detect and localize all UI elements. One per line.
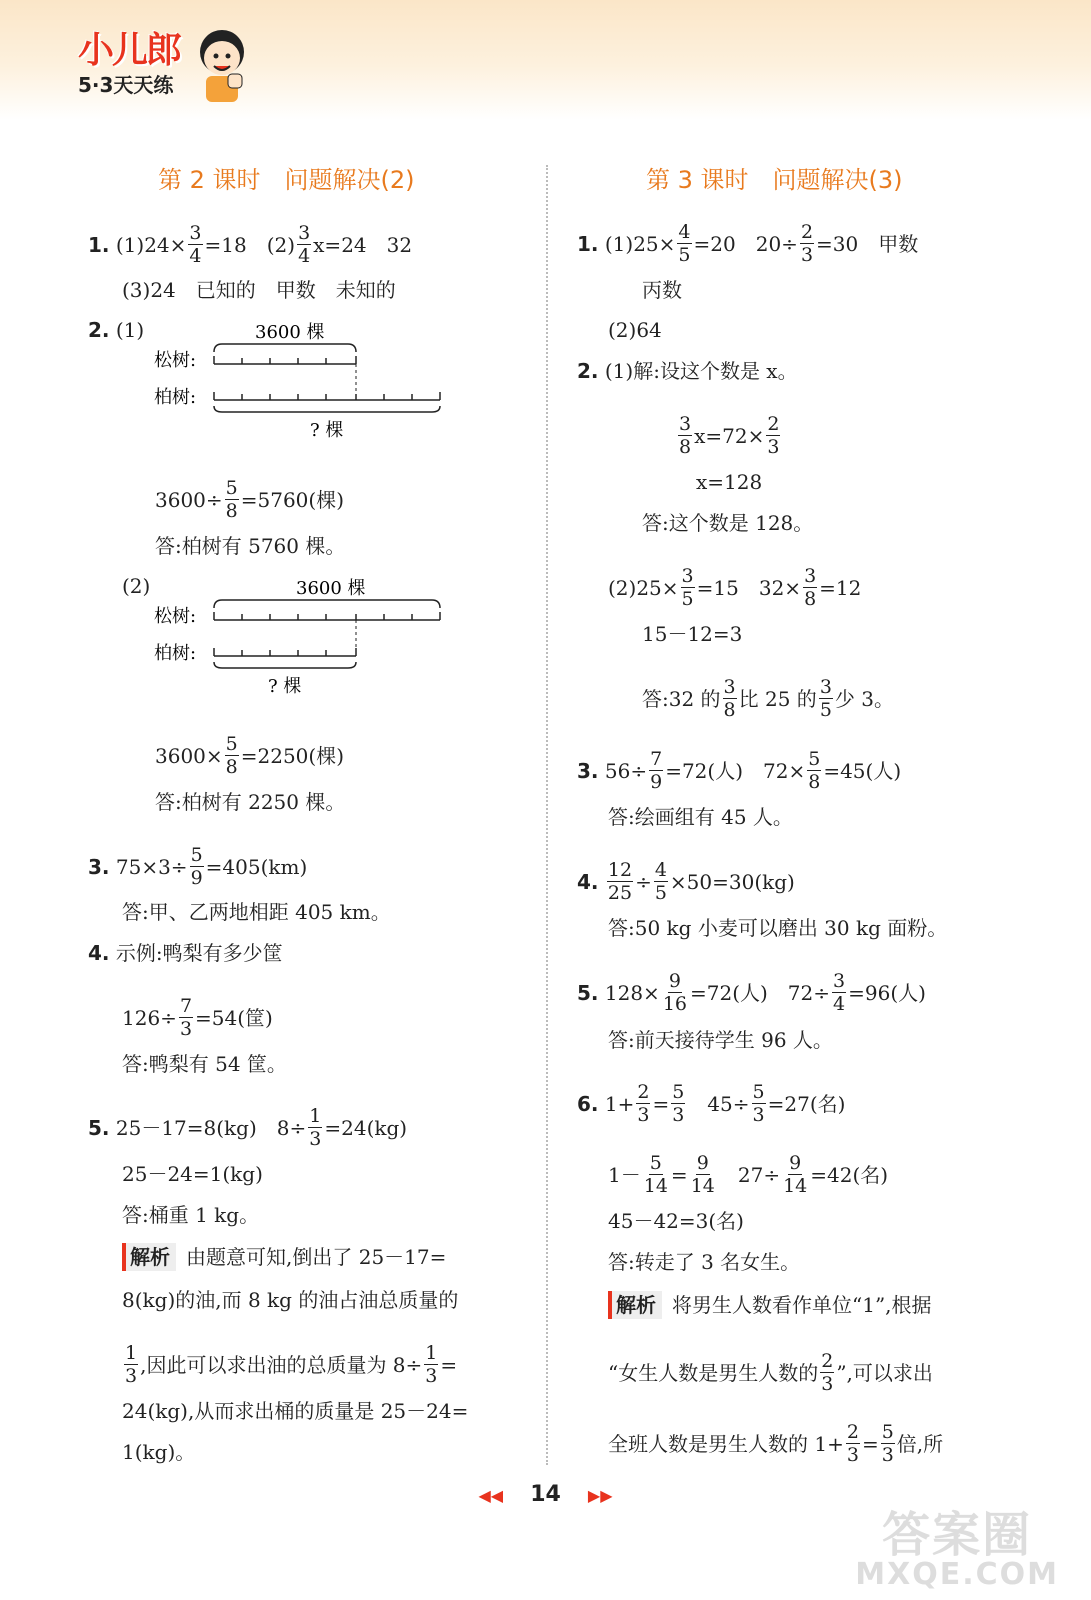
left-q5-explain-3: $\frac{1}{3}$ ,因此可以求出油的总质量为 8÷ $\frac{1}{3}$ = <box>125 1342 458 1387</box>
column-divider <box>546 165 548 1465</box>
left-q5-explain-4: 24(kg),从而求出桶的质量是 25－24= <box>122 1399 469 1423</box>
left-q2-ans2: 答:柏树有 2250 棵。 <box>155 790 346 814</box>
svg-text:? 棵: ? 棵 <box>310 420 344 441</box>
right-q1-line2: 丙数 <box>642 278 682 302</box>
fraction: $\frac{5}{8}$ <box>225 477 238 522</box>
fraction: $\frac{4}{5}$ <box>678 221 691 266</box>
next-arrows-icon: ▶▶ <box>587 1486 613 1505</box>
svg-text:3600 棵: 3600 棵 <box>296 578 366 599</box>
brand-logo <box>78 22 180 98</box>
right-section-title: 第 3 课时 问题解决(3) <box>646 166 903 194</box>
fraction: $\frac{2}{3}$ <box>821 1350 834 1395</box>
line-segment-diagram-2 <box>150 572 450 702</box>
right-q2-line1: 2. (1)解:设这个数是 x。 <box>577 359 798 383</box>
fraction: $\frac{7}{9}$ <box>650 748 663 793</box>
fraction: $\frac{2}{3}$ <box>767 413 780 458</box>
fraction: $\frac{3}{8}$ <box>804 565 817 610</box>
right-q6-eq2: 1－ $\frac{5}{14}$ = $\frac{9}{14}$ 27÷ $\frac{9}{14}$ =42(名) <box>608 1152 889 1197</box>
fraction: $\frac{2}{3}$ <box>846 1421 859 1466</box>
prev-arrows-icon: ◀◀ <box>478 1486 504 1505</box>
right-q6-explain-1: 解析 将男生人数看作单位“1”,根据 <box>608 1291 932 1319</box>
fraction: $\frac{3}{5}$ <box>681 565 694 610</box>
left-q5-explain-5: 1(kg)。 <box>122 1440 196 1464</box>
fraction: $\frac{1}{3}$ <box>309 1105 322 1150</box>
right-q3-ans: 答:绘画组有 45 人。 <box>608 805 793 829</box>
left-q2-eq1: 3600÷ $\frac{5}{8}$ =5760(棵) <box>155 477 345 522</box>
fraction: $\frac{4}{5}$ <box>654 859 667 904</box>
page-header <box>0 0 1091 120</box>
right-q2-ans1: 答:这个数是 128。 <box>642 511 814 535</box>
fraction: $\frac{5}{8}$ <box>225 733 238 778</box>
svg-text:柏树:: 柏树: <box>154 387 197 408</box>
fraction: $\frac{3}{8}$ <box>723 676 736 721</box>
watermark: 答案圈 MXQE.COM <box>855 1507 1059 1592</box>
fraction: $\frac{3}{4}$ <box>833 970 846 1015</box>
left-q1-line2: (3)24 已知的 甲数 未知的 <box>122 278 396 302</box>
analysis-tag: 解析 <box>122 1243 176 1271</box>
mascot-icon <box>194 26 250 104</box>
right-q4-ans: 答:50 kg 小麦可以磨出 30 kg 面粉。 <box>608 916 948 940</box>
svg-text:松树:: 松树: <box>154 350 197 371</box>
right-q1-line3: (2)64 <box>608 318 662 342</box>
left-q2-label: 2. (1) <box>88 318 145 342</box>
right-q1-line1: 1. (1)25× $\frac{4}{5}$ =20 20÷ $\frac{2}{3}$ =30 甲数 <box>577 221 919 266</box>
right-q2-eq1: $\frac{3}{8}$ x=72× $\frac{2}{3}$ <box>679 413 780 458</box>
left-q3-eq: 3. 75×3÷ $\frac{5}{9}$ =405(km) <box>88 844 308 889</box>
fraction: $\frac{5}{3}$ <box>672 1081 685 1126</box>
brand-subtitle: 5·3天天练 <box>78 73 174 97</box>
line-segment-diagram-1 <box>150 316 450 446</box>
fraction: $\frac{5}{3}$ <box>752 1081 765 1126</box>
page-number: 14 <box>530 1482 561 1507</box>
fraction: $\frac{2}{3}$ <box>800 221 814 266</box>
fraction: $\frac{7}{3}$ <box>179 995 193 1040</box>
fraction: $\frac{9}{16}$ <box>662 970 687 1015</box>
svg-text:? 棵: ? 棵 <box>268 676 302 697</box>
fraction: $\frac{5}{14}$ <box>643 1152 668 1197</box>
svg-text:3600 棵: 3600 棵 <box>255 322 325 343</box>
right-q6-eq1: 6. 1+ $\frac{2}{3}$ = $\frac{5}{3}$ 45÷ $\frac{5}{3}$ =27(名) <box>577 1081 846 1126</box>
right-q6-explain-2: “女生人数是男生人数的 $\frac{2}{3}$ ”,可以求出 <box>608 1350 933 1395</box>
left-q4-eq: 126÷ $\frac{7}{3}$ =54(筐) <box>122 995 273 1040</box>
left-q5-explain-1: 解析 由题意可知,倒出了 25－17= <box>122 1243 446 1271</box>
fraction: $\frac{12}{25}$ <box>607 859 633 904</box>
fraction: $\frac{9}{14}$ <box>783 1152 808 1197</box>
left-q4-text: 4. 示例:鸭梨有多少筐 <box>88 941 283 965</box>
left-q2-eq2: 3600× $\frac{5}{8}$ =2250(棵) <box>155 733 345 778</box>
fraction: $\frac{3}{4}$ <box>298 222 311 267</box>
right-q6-line3: 45－42=3(名) <box>608 1209 744 1233</box>
right-q2-part2: (2)25× $\frac{3}{5}$ =15 32× $\frac{3}{8}$ =12 <box>608 565 862 610</box>
right-q2-ans2: 答:32 的 $\frac{3}{8}$ 比 25 的 $\frac{3}{5}$ 少 3。 <box>642 676 894 721</box>
svg-text:柏树:: 柏树: <box>154 643 197 664</box>
left-q5-line2: 25－24=1(kg) <box>122 1162 263 1186</box>
left-q4-ans: 答:鸭梨有 54 筐。 <box>122 1052 287 1076</box>
fraction: $\frac{5}{9}$ <box>190 844 203 889</box>
analysis-tag: 解析 <box>608 1291 662 1319</box>
left-q1-line1: 1. (1)24× $\frac{3}{4}$ =18 (2) $\frac{3}{4}$ x=24 32 <box>88 222 413 267</box>
right-q5-eq: 5. 128× $\frac{9}{16}$ =72(人) 72÷ $\frac{3}{4}$ =96(人) <box>577 970 926 1015</box>
fraction: $\frac{9}{14}$ <box>690 1152 715 1197</box>
brand-name: 小儿郎 <box>78 30 181 71</box>
left-section-title: 第 2 课时 问题解决(2) <box>158 166 415 194</box>
fraction: $\frac{1}{3}$ <box>425 1342 438 1387</box>
right-q2-eq2: x=128 <box>696 470 763 494</box>
right-q6-explain-3: 全班人数是男生人数的 1+ $\frac{2}{3}$ = $\frac{5}{3}$ 倍,所 <box>608 1421 944 1466</box>
fraction: $\frac{3}{5}$ <box>819 676 832 721</box>
fraction: $\frac{5}{8}$ <box>808 748 821 793</box>
fraction: $\frac{3}{4}$ <box>189 222 202 267</box>
right-q3-eq: 3. 56÷ $\frac{7}{9}$ =72(人) 72× $\frac{5}{8}$ =45(人) <box>577 748 902 793</box>
svg-text:松树:: 松树: <box>154 606 197 627</box>
right-q2-line-sub: 15－12=3 <box>642 622 743 646</box>
fraction: $\frac{3}{8}$ <box>679 413 692 458</box>
right-q5-ans: 答:前天接待学生 96 人。 <box>608 1028 833 1052</box>
left-q5-eq: 5. 25－17=8(kg) 8÷ $\frac{1}{3}$ =24(kg) <box>88 1105 408 1150</box>
fraction: $\frac{2}{3}$ <box>637 1081 650 1126</box>
left-q5-ans: 答:桶重 1 kg。 <box>122 1203 260 1227</box>
left-q5-explain-2: 8(kg)的油,而 8 kg 的油占油总质量的 <box>122 1288 459 1312</box>
fraction: $\frac{5}{3}$ <box>881 1421 894 1466</box>
left-q2-part2-label: (2) <box>122 574 151 598</box>
right-q4-eq: 4. $\frac{12}{25}$ ÷ $\frac{4}{5}$ ×50=30(kg) <box>577 859 795 904</box>
right-q6-ans: 答:转走了 3 名女生。 <box>608 1250 801 1274</box>
fraction: $\frac{1}{3}$ <box>125 1342 138 1387</box>
left-q2-ans1: 答:柏树有 5760 棵。 <box>155 534 346 558</box>
left-q3-ans: 答:甲、乙两地相距 405 km。 <box>122 900 391 924</box>
